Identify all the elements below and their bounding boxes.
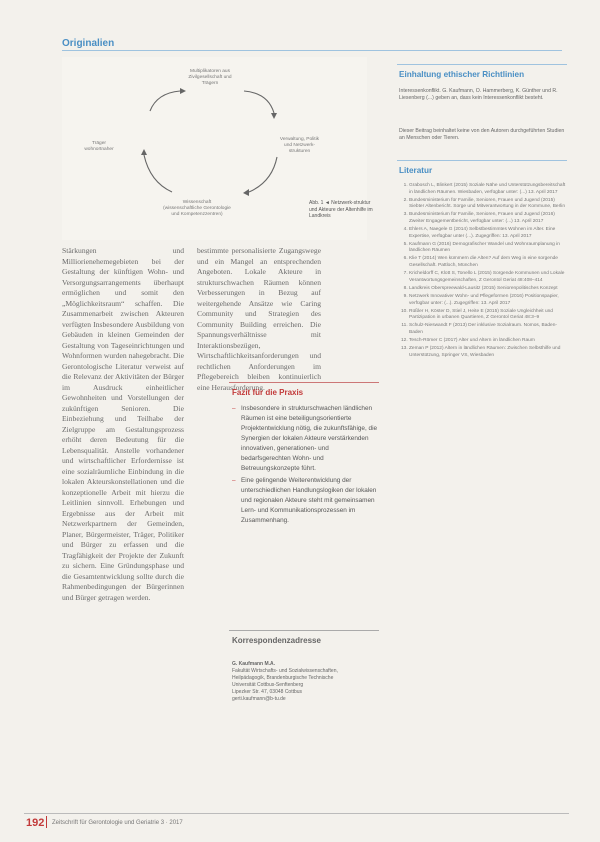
reference-item: 12. Tesch-Römer C (2017) Alter und Altern im ländlichen Raum <box>409 338 567 345</box>
correspondence-address <box>232 661 382 703</box>
correspondence-email[interactable]: gerti.kaufmann@b-tu.de <box>232 696 286 702</box>
correspondence-title: Korrespondenzadresse <box>232 636 321 645</box>
node-multiplikatoren <box>165 69 255 87</box>
body-column-1-text: Stärkungen und Milliorienehemegebieten bei der Gestaltung der künftigen Wohn- und Versorgungsarrangements überhaupt ermöglichen und somit den „Möglichkeitsraum“ schaffen. Die Zusammenarbeit zwischen Akteuren verfügten Insbesondere Ausbildung von Gebäuden in kleinen Gemeinden der Gestaltung von Tageseinrichtungen und Wohnformen wurden nahegebracht. Die Gerontologische Literatur verweist auf die Relevanz der Aktivitäten der Bürger im Ausdruck einheitlicher Gewohnheiten und Vorstellungen der zukünftigen Senioren. Die Einbeziehung und Teilhabe der Zielgruppe am Gestaltungsprozess erhöht deren Bedeutung für die Lebensqualität. Anstelle vorhandener und wirtschaftlicher Erfordernisse ist eine sozialräumliche Einbindung in die lokalen Akteurskonstellationen und die konzeptionelle Arbeit mit hierzu die Leitlinien sinnvoll. Erhebungen und Ergebnisse aus der Arbeit mit Netzwerkpartnern der Gemeinden, Planer, Bürgermeister, Träger, Politiker und Bürger zu erfassen und die Tragfähigkeit der Projekte der Zukunft zu sichern. Eine Gründungsphase und die Gesamtentwicklung sollte durch die Rahmenbedingungen der Bürgerinnen und Bürger getragen werden. <box>62 246 184 602</box>
node-traeger <box>64 141 134 153</box>
header-rule <box>62 50 562 51</box>
reference-item: 6. Klie T (2014) Wen kümmern die Alten? Auf dem Weg in eine sorgende Gesellschaft. Pattloch, München <box>409 256 567 269</box>
reference-list <box>399 183 567 361</box>
figure-caption: Abb. 1 ◄ Netzwerk-struktur und Akteure der Altenhilfe im Landkreis <box>309 200 373 219</box>
reference-item: 2. Bundesministerium für Familie, Senioren, Frauen und Jugend (2015) Siebter Altenbericht. Sorge und Mitverantwortung in der Kommune, Berlin <box>409 198 567 211</box>
journal-name: Zeitschrift für Gerontologie und Geriatrie 3 · 2017 <box>52 820 183 826</box>
footer-divider <box>46 816 47 828</box>
reference-item: 8. Landkreis Oberspreewald-Lausitz (2015) Seniorenpolitisches Konzept <box>409 286 567 293</box>
reference-item: 9. Netzwerk Innovativer Wohn- und Pflegeformen (2016) Positionspapier, verfügbar unter: (...). Zugegriffen: 13. April 2017 <box>409 294 567 307</box>
reference-item: 5. Kaufmann G (2016) Demografischer Wandel und Wohnraumplanung in ländlichen Räumen <box>409 242 567 255</box>
body-column-1 <box>62 246 184 603</box>
fazit-list <box>232 404 378 528</box>
correspondence-line: Universität Cottbus-Senftenberg <box>232 682 304 688</box>
correspondence-rule <box>229 630 379 631</box>
node-left-label: Träger wohnortnaher <box>84 141 114 152</box>
correspondence-line: Lipezker Str. 47, 03048 Cottbus <box>232 689 303 695</box>
body-column-2-text: bestimmte personalisierte Zugangswege und ein Mangel an entsprechenden Angeboten. Lokale Akteure in strukturschwachen Räumen können Verbesserungen in Bezug auf weitergehende Ansätze wie Caring Community und Strategien des Community Building erreichen. Die Spannungsverhältnisse mit Interaktionsbezügen, Wirtschaftlichkeitsanforderungen und rechtlichen Anforderungen im Pflegebereich bleiben kontinuierlich eine Herausforderung. <box>197 246 321 392</box>
correspondence-name: G. Kaufmann M.A. <box>232 661 276 667</box>
node-wissenschaft <box>137 200 257 218</box>
page-number: 192 <box>26 817 45 829</box>
node-verwaltung <box>262 137 337 155</box>
fazit-item: – Eine gelingende Weiterentwicklung der unterschiedlichen Handlungslogiken der lokalen und regionalen Akteure steht mit gemeinsamen Lern- und Kommunikationsprozessen im Zusammenhang. <box>232 476 378 526</box>
body-column-2 <box>197 246 321 393</box>
footer-rule <box>24 813 569 814</box>
reference-item: 10. Rüßler H, Köster D, Stiel J, Heite E (2015) Soziale Ungleichheit und Partizipation in urbanen Quartieren, Z Gerontol Geriat 48:3–9 <box>409 309 567 322</box>
ethics-rule <box>397 64 567 65</box>
reference-item: 3. Bundesministerium für Familie, Senioren, Frauen und Jugend (2016) Zweiter Engagementbericht, verfügbar unter: (...) 13. April 2017 <box>409 212 567 225</box>
section-header: Originalien <box>62 38 115 49</box>
literature-rule <box>397 160 567 161</box>
fazit-rule <box>229 382 379 383</box>
node-right-label: Verwaltung, Politik und Netzwerk- strukturen <box>279 137 320 154</box>
ethics-conflict: Interessenkonflikt. G. Kaufmann, O. Hammerberg, K. Günther und R. Liesenberg (...) geben an, dass kein Interessenkonflikt besteht. <box>399 88 558 102</box>
ethics-title: Einhaltung ethischer Richtlinien <box>399 70 525 79</box>
reference-item: 11. Schulz-Nieswandt F (2013) Der inklusive Sozialraum. Nomos, Baden-Baden <box>409 323 567 336</box>
correspondence-line: Fakultät Wirtschafts- und Sozialwissenschaften, <box>232 668 338 674</box>
fazit-item: – Insbesondere in strukturschwachen ländlichen Räumen ist eine beteiligungsorientierte Projektentwicklung nötig, die zukunftsfähige, die Synergien der lokalen Akteure verstärkenden innovativen, generationen- und bedarfsgerechten Wohn- und Betreuungskonzepte führt. <box>232 404 378 474</box>
node-top-label: Multiplikatoren aus Zivilgesellschaft und Trägern <box>188 69 232 86</box>
literature-title: Literatur <box>399 166 433 175</box>
node-bottom-label: Wissenschaft (wissenschaftliche Gerontologie und Kompetenzzentren) <box>163 200 231 217</box>
reference-item: 1. Grabosch L, Blinkert (2015) Soziale Nähe und Unterstützungsbereitschaft in ländlichen Räumen. Wiesbaden, verfügbar unter: (...) 13. April 2017 <box>409 183 567 196</box>
reference-item: 7. Kricheldorff C, Klott S, Tonello L (2015) Sorgende Kommunen und Lokale Verantwortungsgemeinschaften, Z Gerontol Geriat 48:408–414 <box>409 271 567 284</box>
reference-item: 4. Ehlers A, Naegele G (2014) Selbstbestimmtes Wohnen im Alter. Eine Expertise, verfügbar unter (...). Zugegriffen: 13. April 2017 <box>409 227 567 240</box>
fazit-title: Fazit für die Praxis <box>232 388 304 397</box>
reference-item: 13. Zeman P (2012) Altern in ländlichen Räumen: Zwischen Selbsthilfe und Unterstützung, Springer VS, Wiesbaden <box>409 346 567 359</box>
ethics-note: Dieser Beitrag beinhaltet keine von den Autoren durchgeführten Studien an Menschen oder Tieren. <box>399 128 565 142</box>
correspondence-line: Heilpädagogik, Brandenburgische Technische <box>232 675 334 681</box>
